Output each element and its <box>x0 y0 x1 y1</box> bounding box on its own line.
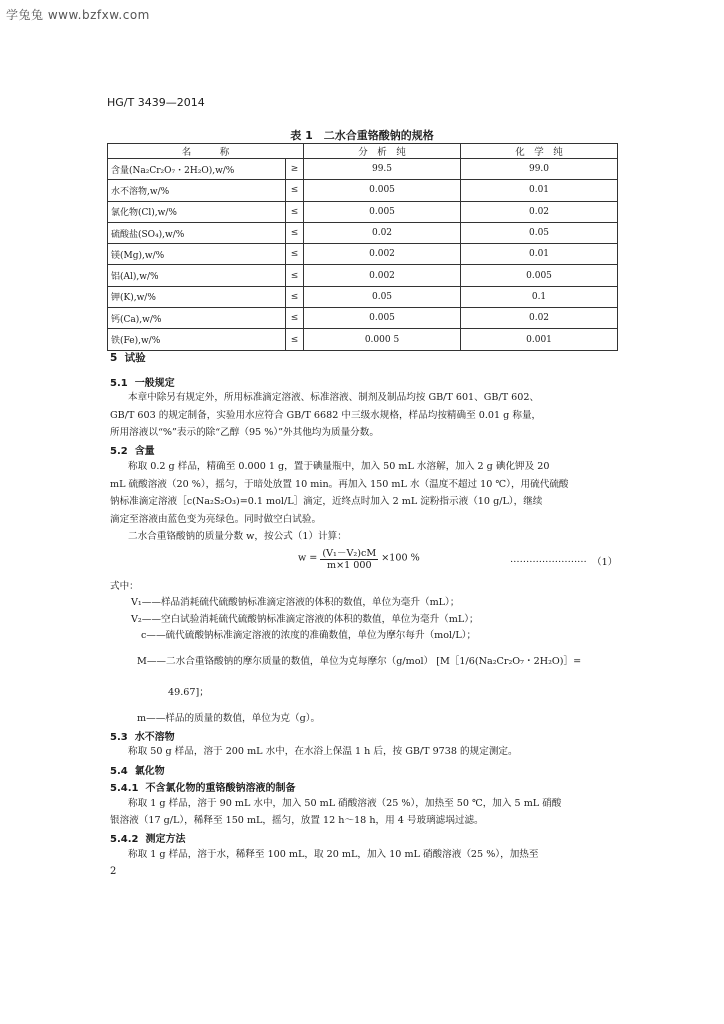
row-cp: 0.005 <box>461 265 618 286</box>
row-ar: 0.002 <box>304 265 461 286</box>
row-name: 镁(Mg),w/% <box>108 244 286 265</box>
row-name: 硫酸盐(SO₄),w/% <box>108 222 286 243</box>
row-op: ≤ <box>286 308 304 329</box>
section-number: 5.4.2 <box>110 834 139 845</box>
definition-c: c——硫代硫酸钠标准滴定溶液的浓度的准确数值，单位为摩尔每升（mol/L）； <box>141 630 477 641</box>
row-cp: 0.01 <box>461 180 618 201</box>
section-number: 5.2 <box>110 446 128 457</box>
row-op: ≤ <box>286 286 304 307</box>
paragraph-line: 滴定至溶液由蓝色变为亮绿色。同时做空白试验。 <box>110 514 322 525</box>
row-op: ≤ <box>286 201 304 222</box>
formula-number: （1） <box>592 557 618 568</box>
row-cp: 0.001 <box>461 329 618 350</box>
section-number: 5.4.1 <box>110 783 139 794</box>
section-5-4-heading <box>110 762 165 777</box>
row-ar: 0.002 <box>304 244 461 265</box>
row-cp: 0.01 <box>461 244 618 265</box>
row-op: ≤ <box>286 244 304 265</box>
table-row <box>108 244 618 265</box>
formula-tail: ×100 % <box>381 552 420 564</box>
definition-M-text: M——二水合重铬酸钠的摩尔质量的数值，单位为克每摩尔（g/mol） <box>137 656 434 667</box>
row-cp: 0.02 <box>461 308 618 329</box>
section-5-4-1-heading <box>110 779 295 794</box>
formula-lhs: w = <box>298 552 318 564</box>
row-cp: 0.1 <box>461 286 618 307</box>
section-number: 5.4 <box>110 766 128 777</box>
paragraph-line: 银溶液（17 g/L），稀释至 150 mL，摇匀，放置 12 h～18 h，用 4 号玻璃滤埚过滤。 <box>110 815 484 826</box>
table-row <box>108 159 618 180</box>
section-5-2-heading <box>110 442 155 457</box>
row-ar: 0.05 <box>304 286 461 307</box>
row-ar: 0.000 5 <box>304 329 461 350</box>
table-row <box>108 265 618 286</box>
table-caption: 表 1 二水合重铬酸钠的规格 <box>290 129 434 142</box>
row-op: ≤ <box>286 222 304 243</box>
section-number: 5.1 <box>110 378 128 389</box>
paragraph-line: 称取 0.2 g 样品，精确至 0.000 1 g，置于碘量瓶中，加入 50 mL 水溶解，加入 2 g 碘化钾及 20 <box>128 461 550 472</box>
header-name: 名 称 <box>108 144 304 159</box>
row-ar: 99.5 <box>304 159 461 180</box>
row-op: ≥ <box>286 159 304 180</box>
section-5-1-heading <box>110 374 175 389</box>
section-title: 一般规定 <box>134 378 175 389</box>
row-op: ≤ <box>286 329 304 350</box>
row-name: 钾(K),w/% <box>108 286 286 307</box>
section-5-4-2-heading <box>110 830 185 845</box>
paragraph-line: GB/T 603 的规定制备，实验用水应符合 GB/T 6682 中三级水规格，样品均按精确至 0.01 g 称量， <box>110 410 542 421</box>
row-cp: 99.0 <box>461 159 618 180</box>
row-name: 含量(Na₂Cr₂O₇・2H₂O),w/% <box>108 159 286 180</box>
paragraph-line: 称取 1 g 样品，溶于水，稀释至 100 mL，取 20 mL，加入 10 mL 硝酸溶液（25 %），加热至 <box>128 849 539 860</box>
paragraph-line: 钠标准滴定溶液［c(Na₂S₂O₃)=0.1 mol/L］滴定，近终点时加入 2 mL 淀粉指示液（10 g/L），继续 <box>110 496 543 507</box>
section-title: 测定方法 <box>145 834 186 845</box>
row-ar: 0.005 <box>304 180 461 201</box>
formula-denominator: m×1 000 <box>326 560 372 571</box>
definition-M-formula: [M［1/6(Na₂Cr₂O₇・2H₂O)］= <box>436 656 582 667</box>
section-number: 5 <box>110 352 118 364</box>
table-row <box>108 180 618 201</box>
spec-table <box>107 143 618 351</box>
paragraph-line: 二水合重铬酸钠的质量分数 w，按公式（1）计算： <box>128 531 347 542</box>
table-row <box>108 329 618 350</box>
paragraph-line: mL 硫酸溶液（20 %），摇匀，于暗处放置 10 min。再加入 150 mL 水（温度不超过 10 ℃），用硫代硫酸 <box>110 479 569 490</box>
paragraph-line: 所用溶液以“%”表示的除“乙醇（95 %）”外其他均为质量分数。 <box>110 427 379 438</box>
definition-v2: V₂——空白试验消耗硫代硫酸钠标准滴定溶液的体积的数值，单位为毫升（mL）； <box>131 614 479 625</box>
section-title: 含量 <box>134 446 155 457</box>
row-ar: 0.005 <box>304 308 461 329</box>
header-ar: 分 析 纯 <box>304 144 461 159</box>
section-title: 水不溶物 <box>134 732 175 743</box>
definition-M <box>137 653 581 671</box>
where-label: 式中： <box>110 581 139 592</box>
table-row <box>108 222 618 243</box>
formula-1 <box>298 545 420 571</box>
paragraph-line: 本章中除另有规定外，所用标准滴定溶液、标准溶液、制剂及制品均按 GB/T 601、GB/T 602、 <box>128 392 540 403</box>
section-5-heading <box>110 350 146 365</box>
paragraph-line: 称取 50 g 样品，溶于 200 mL 水中，在水浴上保温 1 h 后，按 GB/T 9738 的规定测定。 <box>128 746 518 757</box>
section-title: 不含氯化物的重铬酸钠溶液的制备 <box>145 783 296 794</box>
table-row <box>108 286 618 307</box>
section-title: 氯化物 <box>134 766 165 777</box>
definition-v1: V₁——样品消耗硫代硫酸钠标准滴定溶液的体积的数值，单位为毫升（mL）； <box>131 597 460 608</box>
row-op: ≤ <box>286 265 304 286</box>
row-ar: 0.005 <box>304 201 461 222</box>
watermark: 学兔兔 www.bzfxw.com <box>6 8 150 22</box>
section-5-3-heading <box>110 728 175 743</box>
table-header-row <box>108 144 618 159</box>
definition-m: m——样品的质量的数值，单位为克（g）。 <box>137 713 321 724</box>
formula-numerator: (V₁－V₂)cM <box>320 545 378 560</box>
row-cp: 0.02 <box>461 201 618 222</box>
row-name: 铁(Fe),w/% <box>108 329 286 350</box>
section-title: 试验 <box>124 352 146 364</box>
row-op: ≤ <box>286 180 304 201</box>
standard-id: HG/T 3439—2014 <box>107 96 205 109</box>
table-row <box>108 308 618 329</box>
row-ar: 0.02 <box>304 222 461 243</box>
section-number: 5.3 <box>110 732 128 743</box>
row-name: 钙(Ca),w/% <box>108 308 286 329</box>
definition-M-value: 49.67]； <box>168 687 209 698</box>
row-name: 水不溶物,w/% <box>108 180 286 201</box>
formula-dots: …………………… <box>510 554 587 565</box>
formula-fraction <box>320 545 378 571</box>
page-number: 2 <box>110 866 117 877</box>
header-cp: 化 学 纯 <box>461 144 618 159</box>
paragraph-line: 称取 1 g 样品，溶于 90 mL 水中，加入 50 mL 硝酸溶液（25 %），加热至 50 ℃，加入 5 mL 硝酸 <box>128 798 562 809</box>
row-name: 铝(Al),w/% <box>108 265 286 286</box>
row-name: 氯化物(Cl),w/% <box>108 201 286 222</box>
table-row <box>108 201 618 222</box>
row-cp: 0.05 <box>461 222 618 243</box>
